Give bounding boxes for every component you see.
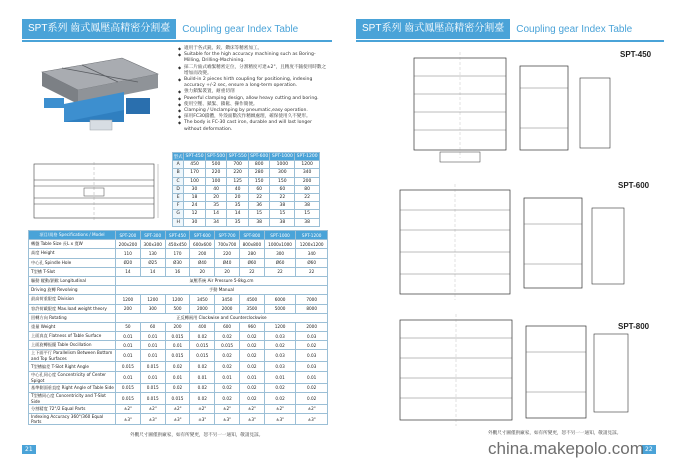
spec-cell: 0.01 — [296, 371, 328, 383]
dimension-table-cell: G — [173, 210, 184, 218]
spec-cell: 2000 — [215, 304, 240, 313]
spec-cell: 500 — [165, 304, 190, 313]
spec-cell: 0.01 — [264, 371, 296, 383]
left-subtitle: Coupling gear Index Table — [182, 23, 299, 35]
spec-table-row — [29, 362, 328, 371]
spec-cell: 960 — [239, 322, 264, 331]
spec-table-row — [29, 371, 328, 383]
spec-row-label: 轉盤 Table Size 長L x 寬W — [29, 240, 116, 249]
right-divider — [356, 40, 664, 42]
spec-cell: 200 — [116, 304, 141, 313]
spec-cell: 1200x1200 — [296, 240, 328, 249]
spec-cell: Ø60 — [239, 258, 264, 267]
spec-cell: 0.02 — [215, 332, 240, 341]
spec-cell: 0.01 — [140, 350, 165, 362]
dimension-table-row — [173, 185, 320, 193]
spec-table-row — [29, 383, 328, 392]
spec-cell: Ø60 — [296, 258, 328, 267]
model-label-spt-800: SPT-800 — [618, 322, 650, 331]
dimension-table-cell: 300 — [270, 169, 295, 177]
spec-cell: 0.02 — [239, 350, 264, 362]
spec-cell: 0.01 — [165, 371, 190, 383]
feature-item: ◆ 強力鎖緊裝置，耐重切削 — [178, 89, 328, 95]
right-page-number: 22 — [642, 445, 656, 454]
spec-merged-cell: 正反轉兩用 Clockwise and Counterclockwise — [116, 313, 328, 322]
drawing-spt-800 — [400, 314, 628, 426]
dimension-table-cell: 220 — [205, 169, 227, 177]
dimension-table-cell: 34 — [205, 218, 227, 226]
spec-cell: 0.02 — [296, 341, 328, 350]
spec-cell: 0.02 — [215, 362, 240, 371]
spec-cell: 0.015 — [165, 332, 190, 341]
dimension-table-cell: 15 — [248, 210, 270, 218]
spec-table-header: SPT-1000 — [264, 231, 296, 240]
spec-table-row — [29, 267, 328, 276]
spec-cell: 7000 — [296, 295, 328, 304]
spec-row-label: 上下面平行 Parallelism Between Bottom and Top Surfaces — [29, 350, 116, 362]
dimension-table-header: SPT-600 — [250, 154, 269, 160]
spec-cell: 1200 — [140, 295, 165, 304]
spec-cell: 0.02 — [215, 383, 240, 392]
model-label-spt-450: SPT-450 — [620, 50, 652, 59]
spec-cell: 1200 — [264, 322, 296, 331]
dimension-table-row — [173, 193, 320, 201]
spec-cell: 600 — [215, 322, 240, 331]
dimension-table-row — [173, 177, 320, 185]
dimension-table-cell: 38 — [248, 218, 270, 226]
spec-cell: 0.015 — [140, 383, 165, 392]
feature-item: ◆ Powerful clamping design, allow heavy cutting and boring. — [178, 96, 328, 102]
spec-cell: 170 — [165, 249, 190, 258]
spec-table-header: SPT-700 — [215, 231, 240, 240]
left-footnote: 外觀尺寸圖僅供廠家，如有所變更，恕不另一一通知，敬請見諒。 — [130, 433, 264, 438]
spec-cell: 0.015 — [140, 392, 165, 404]
dimension-table-cell: C — [173, 177, 184, 185]
spec-cell: 2000 — [190, 304, 215, 313]
dimension-table-cell: 36 — [248, 202, 270, 210]
drawing-spt-600 — [400, 184, 624, 300]
spec-cell: 130 — [140, 249, 165, 258]
technical-drawings — [380, 48, 650, 430]
dimension-table-cell: 35 — [205, 202, 227, 210]
spec-table-row — [29, 404, 328, 413]
right-subtitle: Coupling gear Index Table — [516, 23, 633, 35]
dimension-table-cell: 80 — [295, 185, 320, 193]
dimension-table-cell: 14 — [205, 210, 227, 218]
spec-cell: 0.015 — [215, 341, 240, 350]
spec-cell: 0.015 — [165, 350, 190, 362]
spec-table-header: SPT-300 — [140, 231, 165, 240]
spec-cell: 0.02 — [239, 341, 264, 350]
spec-cell: 700x700 — [215, 240, 240, 249]
spec-cell: ±2" — [140, 404, 165, 413]
right-title: SPT系列 齒式鳳壓高精密分割臺 — [356, 19, 510, 39]
dimension-table-cell: 150 — [248, 177, 270, 185]
spec-table-row — [29, 313, 328, 322]
spec-cell: ±3" — [140, 414, 165, 425]
spec-cell: ±2" — [215, 404, 240, 413]
spec-cell: ±2" — [116, 404, 141, 413]
spec-cell: Ø20 — [116, 258, 141, 267]
feature-item: ◆ 採二片齒式嚙緊精密定位，分割精度可達±2"，且精度不隨使用時數之增加而改變。 — [178, 65, 328, 77]
dimension-table-cell: 340 — [295, 169, 320, 177]
spec-cell: 200 — [165, 322, 190, 331]
spec-cell: 200x200 — [116, 240, 141, 249]
dimension-table-header: SPT-1000 — [271, 154, 293, 160]
spec-cell: 6000 — [264, 295, 296, 304]
dimension-table-cell: 800 — [248, 161, 270, 169]
spec-row-label: T型槽同心度 Concentricity and T-Slot Side — [29, 392, 116, 404]
dimension-table-header: SPT-450 — [185, 154, 204, 160]
dimension-table-header: SPT-500 — [207, 154, 226, 160]
dimension-table-cell: D — [173, 185, 184, 193]
spec-cell: ±3" — [264, 414, 296, 425]
dimension-table-cell: F — [173, 202, 184, 210]
dimension-table-cell: 125 — [227, 177, 249, 185]
top-view-drawing — [28, 160, 168, 222]
dimension-table-cell: 12 — [184, 210, 206, 218]
spec-cell: 0.03 — [296, 332, 328, 341]
spec-merged-cell: 手動 Manual — [116, 286, 328, 295]
dimension-table-cell: 30 — [184, 218, 206, 226]
spec-cell: 110 — [116, 249, 141, 258]
spec-row-label: 中心孔 Spindle Hole — [29, 258, 116, 267]
spec-cell: 14 — [116, 267, 141, 276]
spec-cell: 0.01 — [215, 371, 240, 383]
spec-table-row — [29, 392, 328, 404]
dimension-table-cell: E — [173, 193, 184, 201]
spec-cell: 400 — [190, 322, 215, 331]
spec-cell: 0.015 — [190, 350, 215, 362]
spec-cell: 0.02 — [264, 383, 296, 392]
dimension-table-cell: 700 — [227, 161, 249, 169]
feature-item: ◆ 使用空壓、鎖緊、鎖鬆、操作簡便。 — [178, 102, 328, 108]
left-divider — [22, 40, 332, 42]
spec-cell: 300 — [140, 304, 165, 313]
dimension-table-cell: 22 — [270, 193, 295, 201]
spec-table-row — [29, 332, 328, 341]
spec-cell: 0.02 — [239, 392, 264, 404]
spec-row-label: 上面真直 Flatness of Table Surface — [29, 332, 116, 341]
spec-cell: 0.015 — [140, 362, 165, 371]
spec-cell: 0.01 — [140, 332, 165, 341]
spec-cell: 280 — [239, 249, 264, 258]
feature-list — [178, 46, 328, 133]
spec-cell: 0.02 — [190, 362, 215, 371]
dimension-table-cell: 24 — [184, 202, 206, 210]
spec-row-label: 中心孔同心度 Concentricity of Center Spigot — [29, 371, 116, 383]
spec-cell: 0.01 — [116, 371, 141, 383]
dimension-table-cell: 40 — [227, 185, 249, 193]
spec-cell: 22 — [264, 267, 296, 276]
spec-table-header: 項目/規格 Specifications / Model — [29, 231, 116, 240]
spec-cell: ±2" — [239, 404, 264, 413]
spec-cell: 1200 — [116, 295, 141, 304]
spec-cell: 22 — [239, 267, 264, 276]
spec-cell: 0.015 — [116, 362, 141, 371]
spec-cell: 0.01 — [140, 371, 165, 383]
spec-cell: 1200 — [165, 295, 190, 304]
dimension-table-cell: 60 — [248, 185, 270, 193]
dimension-table-cell: 18 — [184, 193, 206, 201]
spec-cell: 0.03 — [264, 350, 296, 362]
spec-cell: 3450 — [215, 295, 240, 304]
spec-cell: ±3" — [215, 414, 240, 425]
dimension-table-cell: A — [173, 161, 184, 169]
drawing-spt-450 — [414, 52, 610, 162]
spec-table-row — [29, 240, 328, 249]
dimension-table-header: SPT-1200 — [296, 154, 318, 160]
spec-cell: 3500 — [239, 304, 264, 313]
spec-cell: 2000 — [296, 322, 328, 331]
spec-merged-cell: 氣壓系統 Air Pressure 5-8kg.cm — [116, 276, 328, 285]
spec-table-row — [29, 286, 328, 295]
spec-cell: ±2" — [264, 404, 296, 413]
dimension-table-cell: 20 — [227, 193, 249, 201]
watermark: china.makepolo.com — [488, 439, 644, 458]
spec-cell: ±2" — [165, 404, 190, 413]
spec-cell: 1000x1000 — [264, 240, 296, 249]
feature-item: ◆ 採用FC30鑄體，外殼面數次作精緻處理，確保使用久不變形。 — [178, 114, 328, 120]
spec-cell: 0.015 — [116, 392, 141, 404]
spec-cell: 16 — [165, 267, 190, 276]
spec-table-row — [29, 249, 328, 258]
spec-cell: 0.01 — [116, 332, 141, 341]
spec-cell: ±3" — [116, 414, 141, 425]
spec-cell: 0.03 — [296, 362, 328, 371]
specification-table — [28, 230, 328, 425]
spec-row-label: 基準側面垂直度 Right Angle of Table Side — [29, 383, 116, 392]
spec-cell: 0.02 — [190, 332, 215, 341]
spec-cell: 340 — [296, 249, 328, 258]
spec-cell: 0.02 — [239, 362, 264, 371]
left-title: SPT系列 齒式鳳壓高精密分割臺 — [22, 19, 176, 39]
dimension-table-row — [173, 202, 320, 210]
dimension-table-row — [173, 218, 320, 226]
spec-row-label: 上面旋轉振擺 Table Oscillation — [29, 341, 116, 350]
spec-cell: 0.02 — [239, 332, 264, 341]
spec-cell: ±3" — [190, 414, 215, 425]
spec-cell: 0.015 — [190, 341, 215, 350]
dimension-table-cell: 280 — [248, 169, 270, 177]
spec-cell: 0.02 — [264, 341, 296, 350]
right-footnote: 外觀尺寸圖僅供廠家，如有所變更，恕不另一一通知，敬請見諒。 — [488, 431, 622, 436]
dimension-table-cell: 15 — [270, 210, 295, 218]
spec-cell: Ø60 — [264, 258, 296, 267]
dimension-table-cell: 1200 — [295, 161, 320, 169]
dimension-table — [172, 152, 320, 227]
spec-row-label: T型槽偏差 T-Slot Right Angle — [29, 362, 116, 371]
spec-cell: 20 — [190, 267, 215, 276]
spec-table-row — [29, 341, 328, 350]
spec-cell: 50 — [116, 322, 141, 331]
dimension-table-cell: 100 — [184, 177, 206, 185]
spec-cell: 0.02 — [215, 392, 240, 404]
spec-cell: 20 — [215, 267, 240, 276]
dimension-table-cell: 60 — [270, 185, 295, 193]
spec-table-row — [29, 276, 328, 285]
dimension-table-cell: 500 — [205, 161, 227, 169]
spec-cell: 0.03 — [264, 332, 296, 341]
spec-cell: 8000 — [296, 304, 328, 313]
spec-cell: ±3" — [296, 414, 328, 425]
spec-table-header: SPT-1200 — [296, 231, 328, 240]
spec-cell: 22 — [296, 267, 328, 276]
spec-cell: 0.015 — [116, 383, 141, 392]
spec-cell: 0.01 — [239, 371, 264, 383]
spec-row-label: 重量 Weight — [29, 322, 116, 331]
dimension-table-cell: 38 — [270, 218, 295, 226]
spec-cell: 0.01 — [140, 341, 165, 350]
spec-cell: Ø40 — [215, 258, 240, 267]
spec-row-label: 最高荷重限度 Division — [29, 295, 116, 304]
spec-table-row — [29, 414, 328, 425]
spec-cell: ±3" — [165, 414, 190, 425]
spec-cell: 450x450 — [165, 240, 190, 249]
spec-table-row — [29, 304, 328, 313]
feature-item: ◆ Build-in 2 pieces hirth coupling for positioning, indexing accuracy +/-2 sec, ensure a long-term operation. — [178, 77, 328, 89]
spec-row-label: 容許荷載限度 Max.load weight theory — [29, 304, 116, 313]
dimension-table-cell: 38 — [270, 202, 295, 210]
spec-row-label: T型槽 T-Slot — [29, 267, 116, 276]
spec-cell: 0.01 — [116, 341, 141, 350]
dimension-table-cell: 38 — [295, 202, 320, 210]
spec-cell: 0.02 — [239, 383, 264, 392]
spec-cell: 0.015 — [165, 392, 190, 404]
spec-table-header: SPT-200 — [116, 231, 141, 240]
spec-cell: 220 — [215, 249, 240, 258]
spec-cell: 300x300 — [140, 240, 165, 249]
spec-cell: 0.02 — [190, 383, 215, 392]
feature-item: ◆ Suitable for the high accuracy machining such as Boring-Milling, Drilling-Machining. — [178, 52, 328, 64]
spec-cell: 5000 — [264, 304, 296, 313]
spec-cell: Ø30 — [165, 258, 190, 267]
dimension-table-cell: 20 — [205, 193, 227, 201]
dimension-table-cell: 22 — [248, 193, 270, 201]
spec-table-row — [29, 295, 328, 304]
spec-cell: 0.02 — [190, 392, 215, 404]
feature-item: ◆ 適用于各式銑、鉸、鑽床等精密加工。 — [178, 46, 328, 52]
spec-cell: 300 — [264, 249, 296, 258]
spec-row-label: Driving 旋轉 Revolving — [29, 286, 116, 295]
dimension-table-header: SPT-550 — [228, 154, 247, 160]
spec-cell: Ø25 — [140, 258, 165, 267]
feature-item: ◆ The body is FC-30 cast iron, durable and will last longer without deformation. — [178, 120, 328, 132]
spec-cell: 0.01 — [116, 350, 141, 362]
spec-cell: Ø40 — [190, 258, 215, 267]
dimension-table-cell: 200 — [295, 177, 320, 185]
index-table-photo — [34, 52, 162, 140]
dimension-table-cell: 40 — [205, 185, 227, 193]
spec-cell: 0.03 — [264, 362, 296, 371]
spec-cell: 0.02 — [264, 392, 296, 404]
spec-table-header: SPT-600 — [190, 231, 215, 240]
spec-table-row — [29, 350, 328, 362]
spec-cell: 0.01 — [165, 341, 190, 350]
spec-cell: 0.02 — [296, 392, 328, 404]
spec-cell: 14 — [140, 267, 165, 276]
dimension-table-cell: 35 — [227, 218, 249, 226]
spec-row-label: 分割精度 72°/2 Equal Parts — [29, 404, 116, 413]
dimension-table-cell: H — [173, 218, 184, 226]
dimension-table-cell: 100 — [205, 177, 227, 185]
left-header — [22, 18, 332, 40]
spec-cell: 60 — [140, 322, 165, 331]
dimension-table-cell: 22 — [295, 193, 320, 201]
spec-cell: 0.02 — [165, 362, 190, 371]
spec-table-row — [29, 258, 328, 267]
spec-cell: ±2" — [296, 404, 328, 413]
dimension-table-cell: 38 — [295, 218, 320, 226]
spec-row-label: 回轉方向 Rotating — [29, 313, 116, 322]
spec-cell: 0.02 — [296, 383, 328, 392]
spec-cell: 800x800 — [239, 240, 264, 249]
spec-cell: 600x600 — [190, 240, 215, 249]
spec-cell: ±3" — [239, 414, 264, 425]
spec-cell: 3450 — [190, 295, 215, 304]
dimension-table-cell: 170 — [184, 169, 206, 177]
model-label-spt-600: SPT-600 — [618, 181, 650, 190]
dimension-table-cell: 1000 — [270, 161, 295, 169]
dimension-table-cell: 15 — [295, 210, 320, 218]
dimension-table-cell: 220 — [227, 169, 249, 177]
dimension-table-cell: 450 — [184, 161, 206, 169]
spec-cell: 0.02 — [165, 383, 190, 392]
spec-cell: 4500 — [239, 295, 264, 304]
spec-table-header: SPT-800 — [239, 231, 264, 240]
dimension-table-cell: B — [173, 169, 184, 177]
spec-row-label: 驅動 縱動/鎖鬆 Longitudinal — [29, 276, 116, 285]
feature-item: ◆ Clamping / Unclamping by pneumatic,easy operation. — [178, 108, 328, 114]
right-header — [356, 18, 664, 40]
dimension-table-cell: 35 — [227, 202, 249, 210]
dimension-table-row — [173, 161, 320, 169]
dimension-table-header: 型式 — [173, 153, 184, 161]
spec-cell: ±2" — [190, 404, 215, 413]
spec-cell: 0.02 — [215, 350, 240, 362]
spec-row-label: Indexing Accuracy 360°/360 Equal Parts — [29, 414, 116, 425]
spec-cell: 0.01 — [190, 371, 215, 383]
dimension-table-row — [173, 210, 320, 218]
dimension-table-cell: 14 — [227, 210, 249, 218]
dimension-table-cell: 150 — [270, 177, 295, 185]
dimension-table-cell: 30 — [184, 185, 206, 193]
spec-cell: 200 — [190, 249, 215, 258]
spec-cell: 0.03 — [296, 350, 328, 362]
spec-table-header: SPT-450 — [165, 231, 190, 240]
dimension-table-row — [173, 169, 320, 177]
spec-row-label: 高度 Height — [29, 249, 116, 258]
spec-table-row — [29, 322, 328, 331]
left-page-number: 21 — [22, 445, 36, 454]
